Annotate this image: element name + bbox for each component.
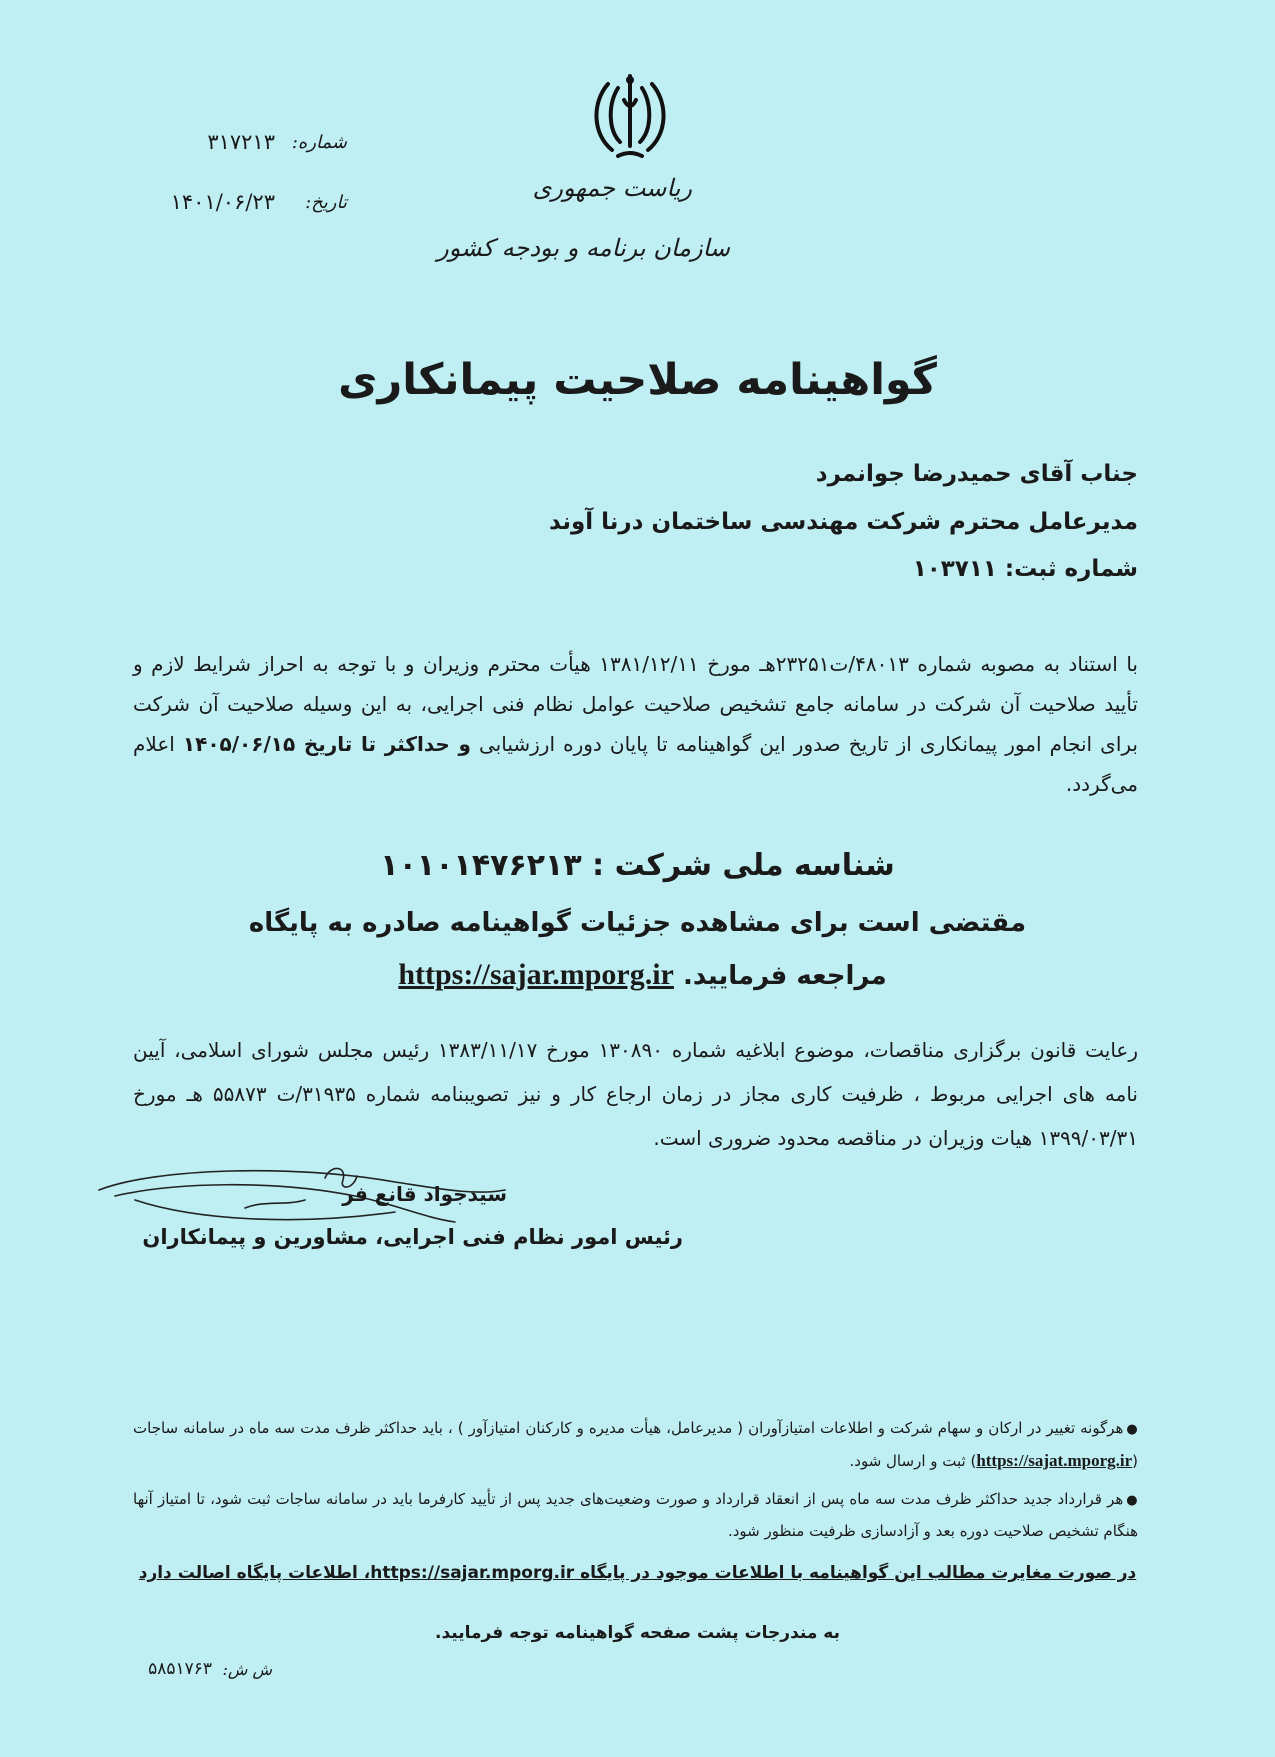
- authenticity-warning: [0, 1563, 1275, 1583]
- signatory-name: سیدجواد قانع فر: [342, 1182, 507, 1206]
- approval-paragraph: [133, 644, 1138, 804]
- sajat-link[interactable]: https://sajat.mporg.ir: [976, 1451, 1133, 1470]
- signatory-position: رئیس امور نظام فنی اجرایی، مشاورین و پیمانکاران: [142, 1225, 683, 1249]
- letter-number-label: شماره:: [291, 132, 347, 153]
- tender-law-paragraph: رعایت قانون برگزاری مناقصات، موضوع ابلاغیه شماره ۱۳۰۸۹۰ مورخ ۱۳۸۳/۱۱/۱۷ رئیس مجلس شورای اسلامی، آیین نامه های اجرایی مربوط ، ظرفیت کاری مجاز در زمان ارجاع کار و نیز تصویبنامه شماره ۳۱۹۳۵/ت ۵۵۸۷۳ هـ مورخ ۱۳۹۹/۰۳/۳۱ هیات وزیران در مناقصه محدود ضروری است.: [133, 1038, 1139, 1150]
- national-id: شناسه ملی شرکت : ۱۰۱۰۱۴۷۶۲۱۳: [380, 848, 895, 883]
- validity-date: و حداکثر تا تاریخ ۱۴۰۵/۰۶/۱۵: [182, 732, 471, 756]
- sajar-link[interactable]: https://sajar.mporg.ir: [398, 958, 674, 991]
- notice-link-line: [0, 958, 1275, 992]
- approval-end: اعلام می‌گردد.: [133, 732, 1138, 796]
- letter-date-value: ۱۴۰۱/۰۶/۲۳: [170, 190, 275, 214]
- notice-line: مقتضی است برای مشاهده جزئیات گواهینامه صادره به پایگاه: [248, 908, 1027, 938]
- certificate-title: گواهینامه صلاحیت پیمانکاری: [338, 355, 937, 405]
- addressee-name: جناب آقای حمیدرضا جوانمرد: [815, 461, 1138, 487]
- footnote-changes: [133, 1413, 1138, 1477]
- registration-number: شماره ثبت: ۱۰۳۷۱۱: [912, 556, 1138, 582]
- authenticity-warning-text: در صورت مغایرت مطالب این گواهینامه با اطلاعات موجود در پایگاه https://sajar.mporg.ir، اطلاعات پایگاه اصالت دارد: [138, 1563, 1137, 1583]
- bullet-icon: ●: [1126, 1493, 1138, 1508]
- org-line-budget-organization: سازمان برنامه و بودجه کشور: [437, 234, 730, 262]
- serial-value: ۵۸۵۱۷۶۳: [148, 1659, 212, 1679]
- bullet-icon: ●: [1126, 1422, 1139, 1437]
- serial-label: ش ش:: [222, 1660, 272, 1679]
- footnote-changes-text: هرگونه تغییر در ارکان و سهام شرکت و اطلاعات امتیازآوران ( مدیرعامل، هیأت مدیره و کارکنان امتیازآور ) ، باید حداکثر ظرف مدت سه ماه در سامانه ساجات (: [133, 1419, 1138, 1470]
- letter-date-label: تاریخ:: [305, 192, 347, 213]
- footnote-contracts: [133, 1484, 1138, 1547]
- approval-text: با استناد به مصوبه شماره ۴۸۰۱۳/ت۲۳۲۵۱هـ مورخ ۱۳۸۱/۱۲/۱۱ هیأت محترم وزیران و با توجه به احراز شرایط لازم و تأیید صلاحیت آن شرکت در سامانه جامع تشخیص صلاحیت عوامل نظام فنی اجرایی، به این وسیله صلاحیت آن شرکت برای انجام امور پیمانکاری از تاریخ صدور این گواهینامه تا پایان دوره ارزشیابی: [133, 652, 1138, 756]
- footnote-changes-end: ) ثبت و ارسال شود.: [849, 1452, 977, 1470]
- addressee-company: مدیرعامل محترم شرکت مهندسی ساختمان درنا آوند: [549, 509, 1138, 535]
- footnote-contracts-text: هر قرارداد جدید حداکثر ظرف مدت سه ماه پس از انعقاد قرارداد و صورت وضعیت‌های جدید پس از تأیید کارفرما باید در سامانه ساجات ثبت شود، تا امتیاز آنها هنگام تشخیص صلاحیت دوره بعد و آزادسازی ظرفیت منظور شود.: [133, 1490, 1138, 1540]
- org-line-presidency: ریاست جمهوری: [532, 174, 692, 202]
- notice-end: مراجعه فرمایید.: [682, 961, 887, 991]
- letter-number-value: ۳۱۷۲۱۳: [207, 130, 275, 154]
- back-page-note: به مندرجات پشت صفحه گواهینامه توجه فرمایید.: [435, 1623, 840, 1643]
- iran-emblem-icon: [588, 72, 672, 164]
